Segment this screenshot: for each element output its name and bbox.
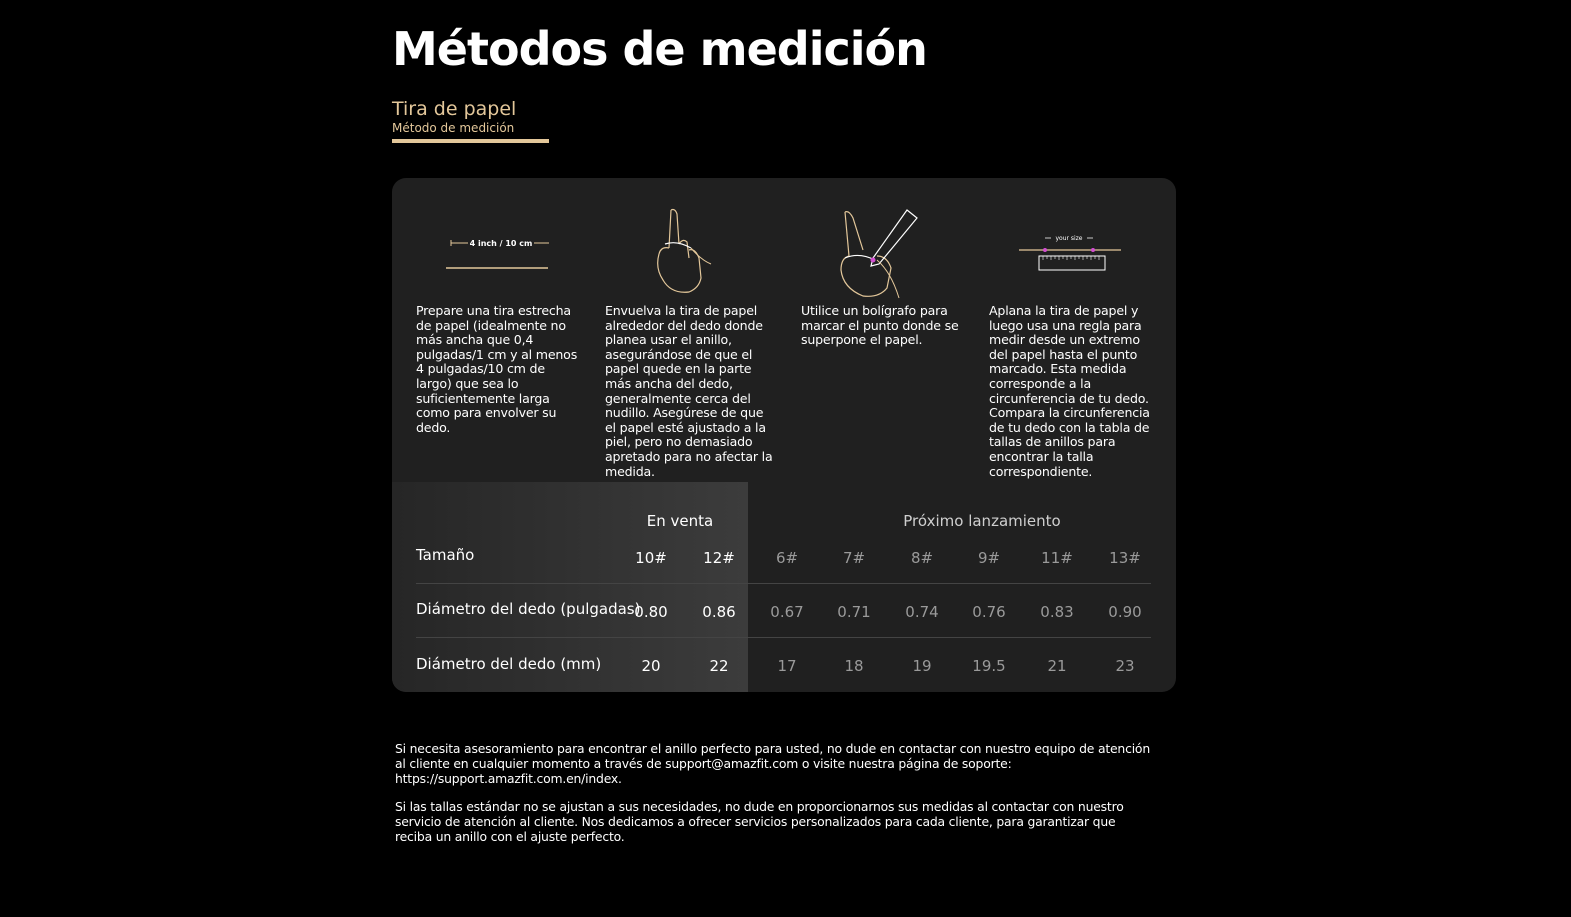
ruler-icon [1019, 232, 1123, 276]
row-label-inches: Diámetro del dedo (pulgadas) [416, 600, 641, 618]
size-13: 13# [1109, 549, 1141, 567]
mm-11: 21 [1047, 657, 1067, 675]
mm-9: 19.5 [972, 657, 1006, 675]
inches-6: 0.67 [770, 603, 804, 621]
size-8: 8# [910, 549, 934, 567]
custom-size-note: Si las tallas estándar no se ajustan a sus necesidades, no dude en proporcionarnos sus medidas al contactar con nuestro servicio de atención al cliente. Nos dedicamos a ofrecer servicios personalizados para cada cliente, para garantizar que reciba un anillo con el ajuste perfecto. [395, 799, 1124, 844]
size-6: 6# [775, 549, 799, 567]
size-9: 9# [977, 549, 1001, 567]
inches-13: 0.90 [1108, 603, 1142, 621]
strip-length-label: 4 inch / 10 cm [469, 239, 533, 248]
your-size-label: your size [1055, 235, 1083, 242]
tab-paper-strip[interactable] [392, 98, 549, 143]
inches-9: 0.76 [972, 603, 1006, 621]
mm-6: 17 [777, 657, 797, 675]
inches-7: 0.71 [837, 603, 871, 621]
step-4-text: Aplana la tira de papel y luego usa una regla para medir desde un extremo del papel hasta el punto marcado. Esta medida corresponde a la circunferencia de tu dedo. Compara la circunferencia de tu dedo con la tabla de tallas de anillos para encontrar la talla correspondiente. [989, 303, 1150, 479]
size-7: 7# [842, 549, 866, 567]
page-title: Métodos de medición [392, 22, 927, 76]
inches-11: 0.83 [1040, 603, 1074, 621]
pen-mark-icon [835, 208, 925, 300]
support-note: Si necesita asesoramiento para encontrar el anillo perfecto para usted, no dude en contactar con nuestro equipo de atención al cliente en cualquier momento a través de support@amazfit.com o visite nuestra página de soporte: https://support.amazfit.com.en/index. [395, 741, 1150, 786]
finger-wrap-icon [649, 208, 719, 298]
size-11: 11# [1041, 549, 1073, 567]
size-10: 10# [635, 549, 667, 567]
mm-7: 18 [844, 657, 864, 675]
inches-10: 0.80 [634, 603, 668, 621]
step-1-text: Prepare una tira estrecha de papel (idealmente no más ancha que 0,4 pulgadas/1 cm y al menos 4 pulgadas/10 cm de largo) que sea lo suficientemente larga como para envolver su dedo. [416, 303, 578, 435]
mark-dot-icon [871, 258, 876, 263]
row-divider [416, 637, 1151, 638]
tab-title: Tira de papel [392, 98, 517, 120]
steps [392, 178, 1176, 482]
measurement-card [392, 178, 1176, 692]
inches-8: 0.74 [905, 603, 939, 621]
paper-strip-icon [446, 208, 556, 278]
mm-8: 19 [912, 657, 932, 675]
size-table [392, 482, 1176, 692]
group-upcoming: Próximo lanzamiento [903, 512, 1061, 530]
footer-notes [395, 742, 1155, 859]
mm-12: 22 [709, 657, 729, 675]
size-label: Tamaño [416, 546, 475, 564]
mm-10: 20 [641, 657, 661, 675]
size-12: 12# [703, 549, 735, 567]
group-on-sale: En venta [646, 512, 714, 530]
row-divider [416, 583, 1151, 584]
inches-12: 0.86 [702, 603, 736, 621]
tab-subtitle: Método de medición [392, 121, 515, 135]
step-3-text: Utilice un bolígrafo para marcar el punto donde se superpone el papel. [801, 303, 959, 348]
row-label-mm: Diámetro del dedo (mm) [416, 655, 602, 673]
step-2-text: Envuelva la tira de papel alrededor del dedo donde planea usar el anillo, asegurándose de que el papel quede en la parte más ancha del dedo, generalmente cerca del nudillo. Asegúrese de que el papel esté ajustado a la piel, pero no demasiado apretado para no afectar la medida. [605, 303, 773, 479]
mm-13: 23 [1115, 657, 1135, 675]
